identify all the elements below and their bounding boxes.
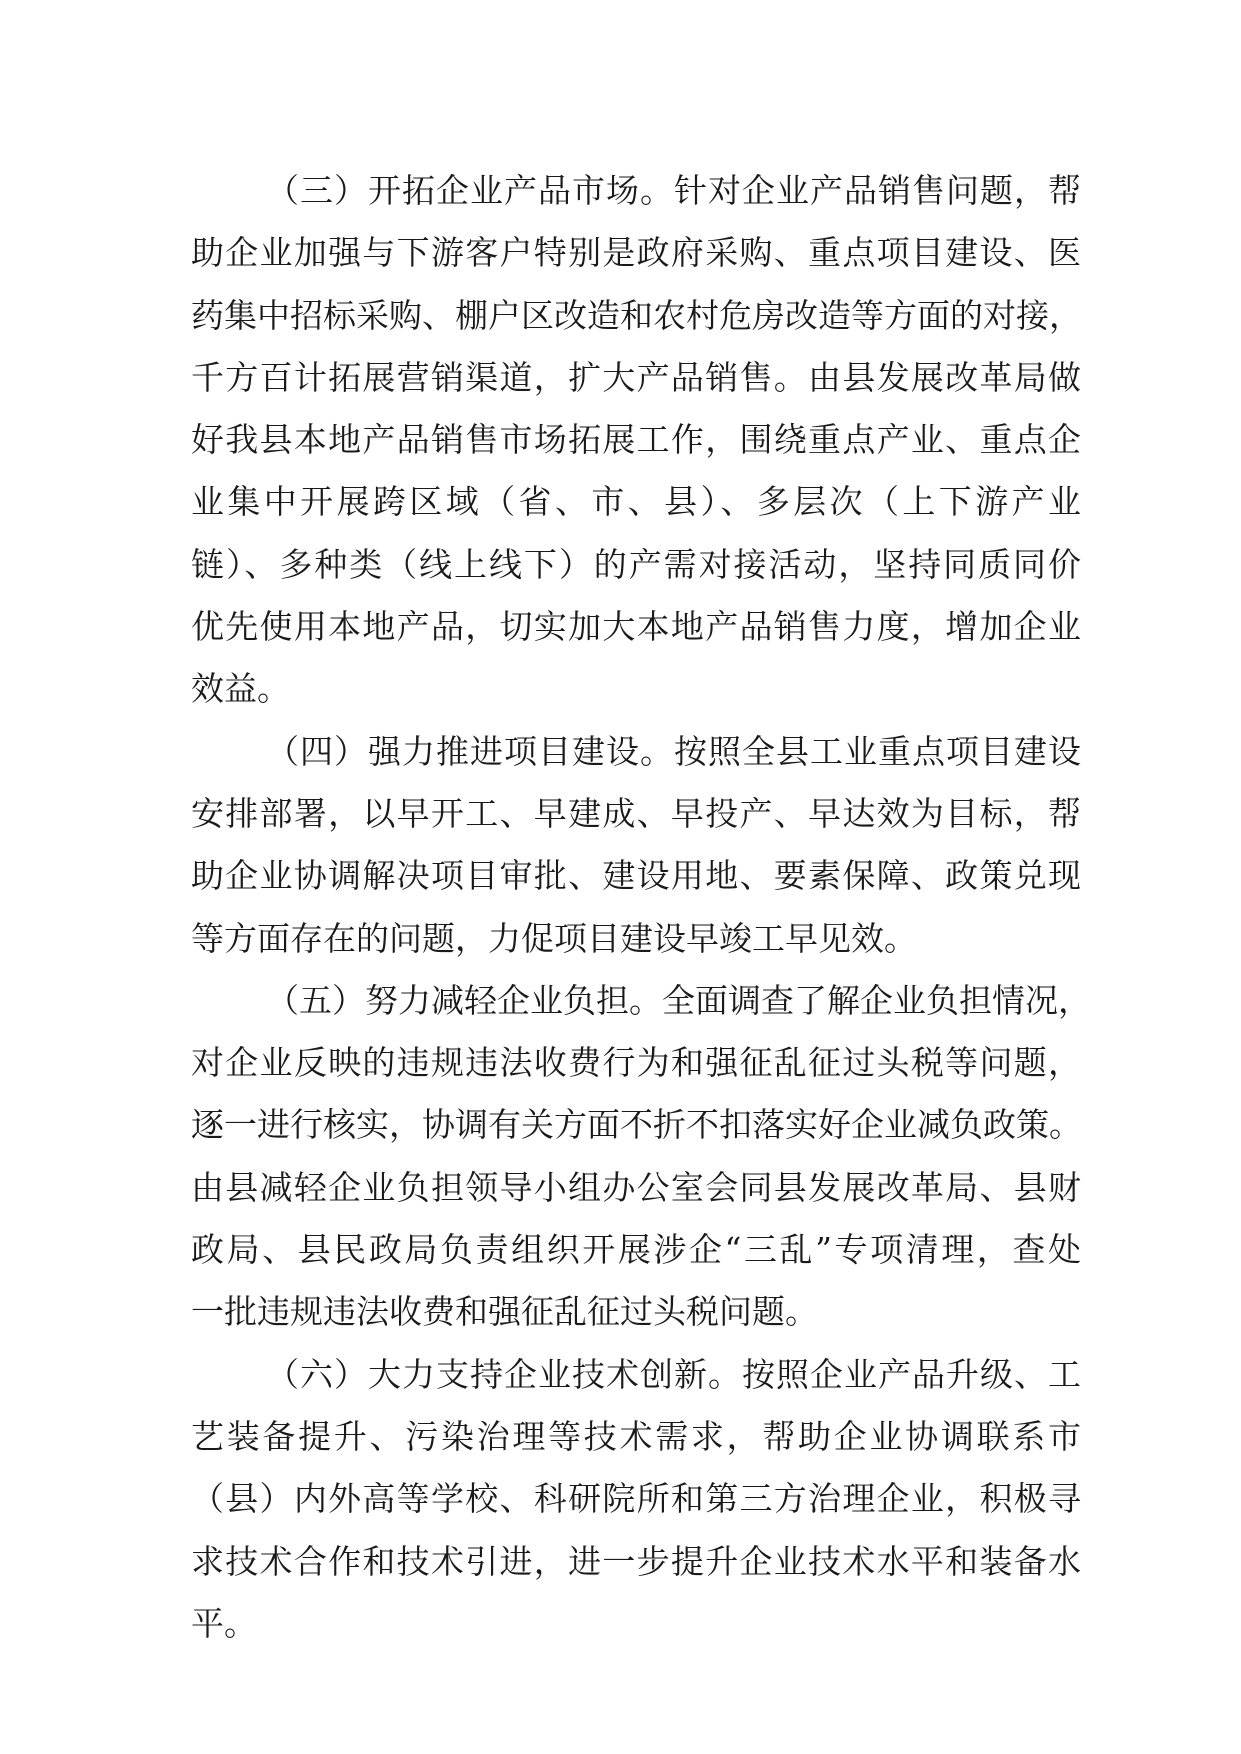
paragraph-liu [191, 1344, 1081, 1655]
text-line: 业集中开展跨区域（省、市、县）、多层次（上下游产业 [191, 482, 1081, 522]
text-line: 助企业协调解决项目审批、建设用地、要素保障、政策兑现 [191, 856, 1081, 896]
text-line: （四）强力推进项目建设。按照全县工业重点项目建设 [266, 731, 1081, 771]
text-line: 链）、多种类（线上线下）的产需对接活动，坚持同质同价 [191, 544, 1081, 584]
text-line: 药集中招标采购、棚户区改造和农村危房改造等方面的对接， [191, 295, 1082, 335]
document-body [191, 160, 1091, 1655]
paragraph-wu [191, 970, 1091, 1344]
text-line: 安排部署，以早开工、早建成、早投产、早达效为目标，帮 [191, 793, 1081, 833]
text-line: 逐一进行核实，协调有关方面不折不扣落实好企业减负政策。 [191, 1105, 1082, 1145]
text-line: 优先使用本地产品，切实加大本地产品销售力度，增加企业 [191, 607, 1081, 647]
text-line: 求技术合作和技术引进，进一步提升企业技术水平和装备水 [191, 1541, 1081, 1581]
text-line: （县）内外高等学校、科研院所和第三方治理企业，积极寻 [191, 1479, 1081, 1519]
text-line: （五）努力减轻企业负担。全面调查了解企业负担情况， [266, 980, 1091, 1020]
text-line: 效益。 [191, 669, 290, 709]
text-line: （六）大力支持企业技术创新。按照企业产品升级、工 [266, 1354, 1081, 1394]
text-line: 好我县本地产品销售市场拓展工作，围绕重点产业、重点企 [191, 420, 1081, 460]
text-line: 艺装备提升、污染治理等技术需求，帮助企业协调联系市 [191, 1416, 1081, 1456]
paragraph-si [191, 721, 1081, 970]
paragraph-san [191, 160, 1081, 721]
text-line: 政局、县民政局负责组织开展涉企“三乱”专项清理，查处 [191, 1230, 1081, 1270]
text-line: 等方面存在的问题，力促项目建设早竣工早见效。 [191, 918, 917, 958]
text-line: （三）开拓企业产品市场。针对企业产品销售问题，帮 [266, 171, 1081, 210]
text-line: 平。 [191, 1603, 257, 1643]
text-line: 一批违规违法收费和强征乱征过头税问题。 [191, 1292, 818, 1332]
text-line: 助企业加强与下游客户特别是政府采购、重点项目建设、医 [191, 233, 1081, 273]
text-line: 对企业反映的违规违法收费行为和强征乱征过头税等问题， [191, 1043, 1081, 1083]
text-line: 由县减轻企业负担领导小组办公室会同县发展改革局、县财 [191, 1167, 1081, 1207]
text-line: 千方百计拓展营销渠道，扩大产品销售。由县发展改革局做 [191, 357, 1081, 397]
